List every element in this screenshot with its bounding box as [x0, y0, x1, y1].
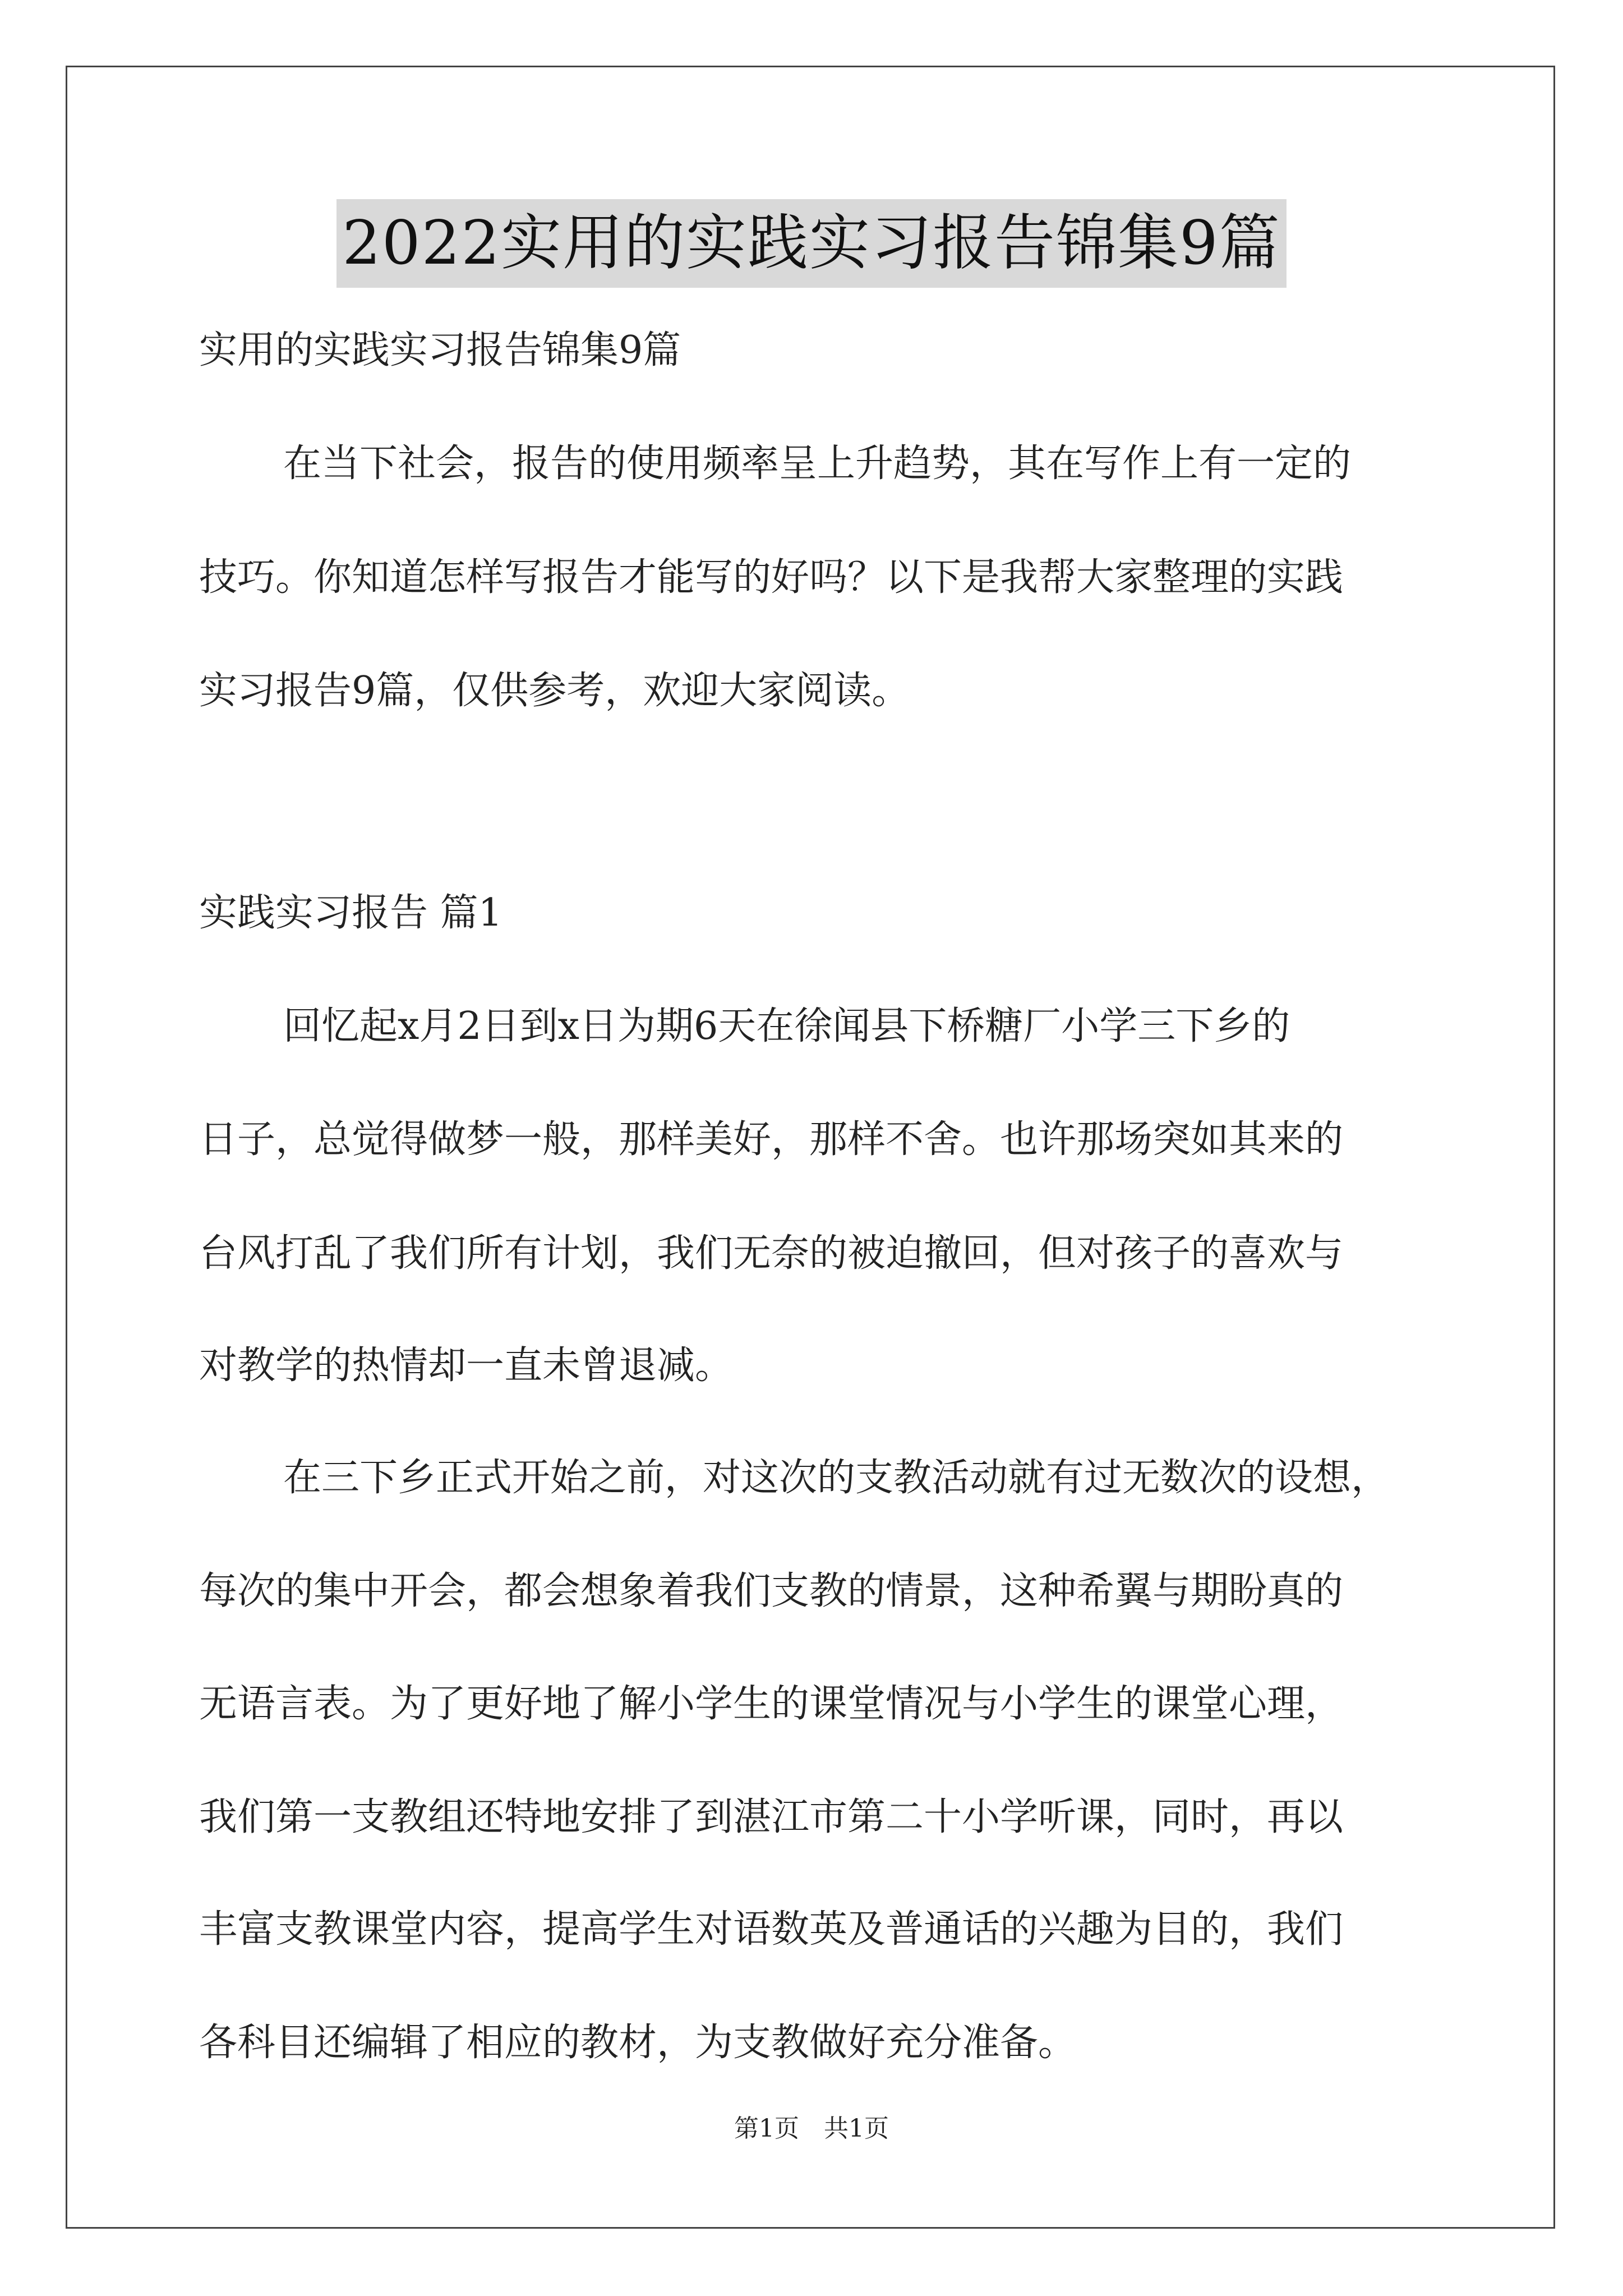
section-heading: 实践实习报告 篇1 [199, 891, 502, 935]
paragraph1-line: 回忆起x月2日到x日为期6天在徐闻县下桥糖厂小学三下乡的 [283, 1004, 1290, 1048]
paragraph2-line: 每次的集中开会，都会想象着我们支教的情景，这种希翼与期盼真的 [199, 1569, 1344, 1613]
paragraph2-line: 无语言表。为了更好地了解小学生的课堂情况与小学生的课堂心理， [199, 1682, 1344, 1726]
page-number-footer: 第1页 共1页 [734, 2114, 889, 2143]
intro-line: 实习报告9篇，仅供参考，欢迎大家阅读。 [199, 669, 910, 713]
paragraph1-line: 台风打乱了我们所有计划，我们无奈的被迫撤回，但对孩子的喜欢与 [199, 1231, 1344, 1276]
paragraph2-line: 我们第一支教组还特地安排了到湛江市第二十小学听课，同时，再以 [199, 1795, 1344, 1839]
title-container [0, 199, 1623, 288]
paragraph2-line: 丰富支教课堂内容，提高学生对语数英及普通话的兴趣为目的，我们 [199, 1907, 1344, 1952]
document-subtitle: 实用的实践实习报告锦集9篇 [199, 328, 681, 372]
intro-line: 在当下社会，报告的使用频率呈上升趋势，其在写作上有一定的 [283, 441, 1352, 486]
paragraph1-line: 对教学的热情却一直未曾退减。 [199, 1343, 734, 1388]
intro-line: 技巧。你知道怎样写报告才能写的好吗？以下是我帮大家整理的实践 [199, 555, 1344, 600]
document-title: 2022实用的实践实习报告锦集9篇 [336, 199, 1287, 288]
paragraph1-line: 日子，总觉得做梦一般，那样美好，那样不舍。也许那场突如其来的 [199, 1117, 1344, 1162]
paragraph2-line: 在三下乡正式开始之前，对这次的支教活动就有过无数次的设想， [283, 1456, 1390, 1500]
paragraph2-line: 各科目还编辑了相应的教材，为支教做好充分准备。 [199, 2021, 1077, 2065]
